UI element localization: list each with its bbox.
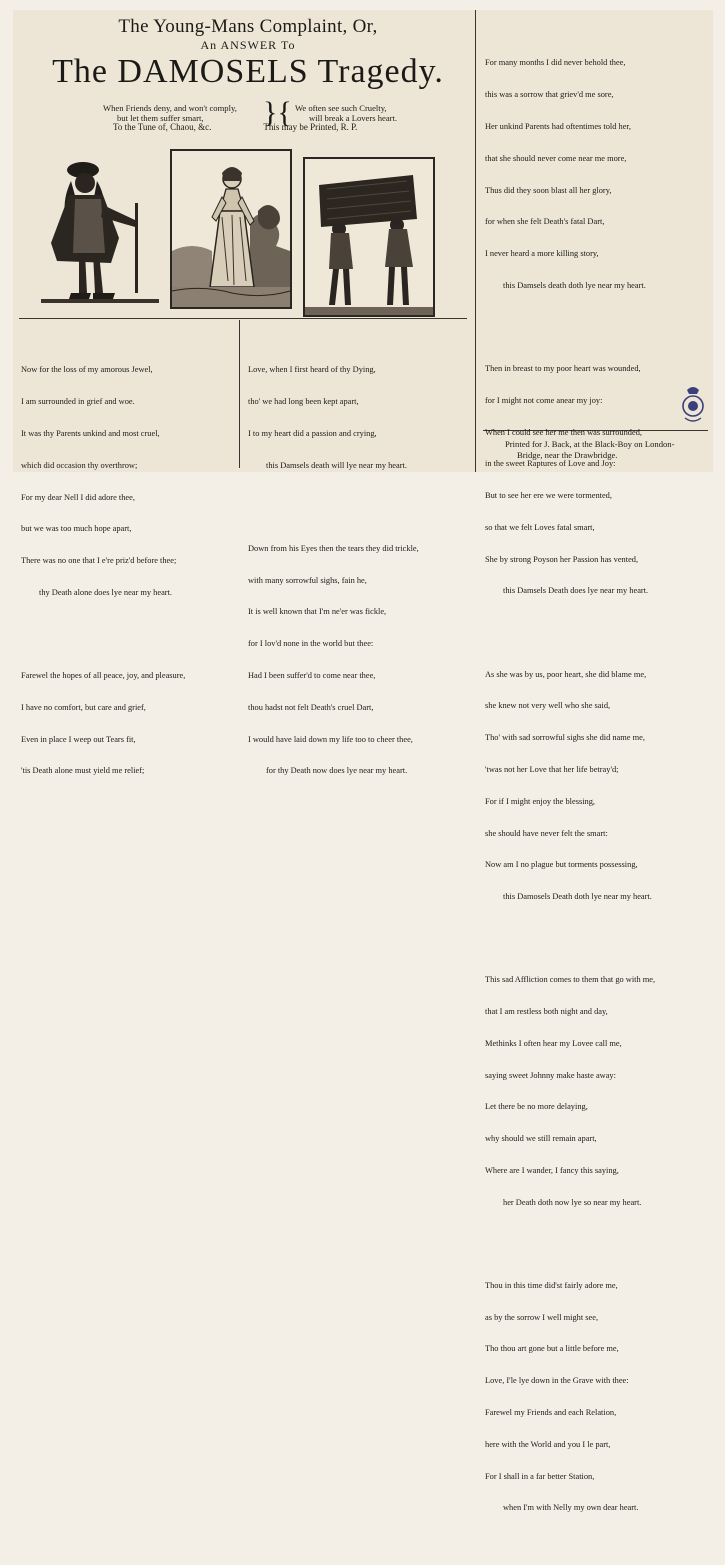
verse-line: Love, I'le lye down in the Grave with thee: bbox=[485, 1376, 629, 1386]
verse-line: saying sweet Johnny make haste away: bbox=[485, 1070, 616, 1080]
verse-line: with many sorrowful sighs, fain he, bbox=[248, 575, 367, 585]
verse-line: Let there be no more delaying, bbox=[485, 1102, 588, 1112]
verse-line: that I am restless both night and day, bbox=[485, 1007, 608, 1017]
horizontal-rule bbox=[19, 318, 467, 319]
verse-line: I never heard a more killing story, bbox=[485, 249, 599, 259]
verse-line: thy Death alone does lye near my heart. bbox=[39, 587, 173, 597]
stanza bbox=[21, 650, 185, 798]
verse-line: for I might not come anear my joy: bbox=[485, 395, 603, 405]
verse-line: as by the sorrow I well might see, bbox=[485, 1312, 599, 1322]
verse-column-3 bbox=[485, 16, 655, 1565]
title-line-2: An ANSWER To bbox=[200, 38, 296, 52]
stanza bbox=[21, 344, 185, 619]
verse-line: in the sweet Raptures of Love and Joy: bbox=[485, 459, 616, 469]
verse-line: she knew not very well who she said, bbox=[485, 701, 611, 711]
verse-line: Now for the loss of my amorous Jewel, bbox=[21, 365, 153, 375]
subtitle-right bbox=[295, 103, 465, 123]
verse-line: Down from his Eyes then the tears they did trickle, bbox=[248, 543, 419, 553]
verse-line: I am surrounded in grief and woe. bbox=[21, 397, 135, 407]
verse-line: this Damsels death doth lye near my heart. bbox=[503, 280, 646, 290]
verse-line: for I lov'd none in the world but thee: bbox=[248, 639, 374, 649]
verse-line: But to see her ere we were tormented, bbox=[485, 491, 612, 501]
verse-line: 'tis Death alone must yield me relief; bbox=[21, 766, 145, 776]
printer-imprint bbox=[483, 439, 674, 461]
library-stamp-icon bbox=[680, 384, 706, 424]
verse-line: tho' we had long been kept apart, bbox=[248, 397, 359, 407]
verse-line: this was a sorrow that griev'd me sore, bbox=[485, 90, 614, 100]
stanza bbox=[485, 954, 655, 1229]
verse-line: Had I been suffer'd to come near thee, bbox=[248, 671, 376, 680]
gentleman-woodcut bbox=[41, 143, 159, 303]
verse-line: she should have never felt the smart: bbox=[485, 828, 608, 838]
tune-line bbox=[113, 122, 463, 132]
verse-line: Methinks I often hear my Lovee call me, bbox=[485, 1038, 622, 1048]
verse-line: so that we felt Loves fatal smart, bbox=[485, 522, 595, 532]
coffin-bearers-woodcut bbox=[303, 157, 435, 317]
verse-column-1 bbox=[21, 323, 185, 828]
subtitle-left-line-1: When Friends deny, and won't comply, bbox=[103, 103, 237, 113]
verse-line: For my dear Nell I did adore thee, bbox=[21, 492, 135, 502]
verse-line: which did occasion thy overthrow; bbox=[21, 460, 138, 470]
verse-line: Then in breast to my poor heart was wounded, bbox=[485, 364, 641, 373]
verse-line: When I could see her me then was surrounded, bbox=[485, 427, 642, 437]
verse-line: Love, when I first heard of thy Dying, bbox=[248, 365, 376, 375]
brace-ornament: }{ bbox=[263, 96, 292, 129]
licence-text: This may be Printed, R. P. bbox=[263, 122, 358, 132]
verse-line: for thy Death now does lye near my heart. bbox=[266, 766, 408, 776]
printer-line: Printed for J. Back, at the Black-Boy on London- bbox=[505, 439, 675, 449]
stanza bbox=[485, 343, 655, 618]
subtitle-right-line-1: We often see such Cruelty, bbox=[295, 103, 387, 113]
verse-line: Farewel my Friends and each Relation, bbox=[485, 1408, 617, 1417]
lady-figure-icon bbox=[172, 151, 290, 307]
verse-line: Farewel the hopes of all peace, joy, and pleasure, bbox=[21, 671, 186, 680]
stanza bbox=[485, 648, 655, 923]
verse-line: here with the World and you I le part, bbox=[485, 1439, 611, 1449]
verse-line: but we was too much hope apart, bbox=[21, 524, 132, 534]
verse-line: This sad Affliction comes to them that go with me, bbox=[485, 975, 656, 985]
verse-line: For I shall in a far better Station, bbox=[485, 1471, 595, 1481]
verse-line: Even in place I weep out Tears fit, bbox=[21, 734, 136, 744]
verse-line: this Damosels Death doth lye near my heart. bbox=[503, 892, 652, 902]
verse-line: I have no comfort, but care and grief, bbox=[21, 702, 146, 712]
title-line-3: The DAMOSELS Tragedy. bbox=[52, 53, 444, 90]
verse-line: her Death doth now lye so near my heart. bbox=[503, 1197, 642, 1207]
verse-line: this Damsels death will lye near my heart. bbox=[266, 460, 407, 470]
subtitle-left bbox=[103, 103, 263, 123]
verse-line: this Damsels Death does lye near my heart. bbox=[503, 586, 649, 596]
broadside-sheet bbox=[13, 10, 713, 1513]
verse-line: Thou in this time did'st fairly adore me, bbox=[485, 1280, 618, 1290]
title-line-1: The Young-Mans Complaint, Or, bbox=[118, 16, 378, 37]
verse-line: It is well known that I'm ne'er was fickle, bbox=[248, 607, 387, 617]
verse-line: 'twas not her Love that her life betray'd; bbox=[485, 764, 619, 774]
verse-line: Tho' with sad sorrowful sighs she did name me, bbox=[485, 733, 645, 743]
tune-text: To the Tune of, Chaou, &c. bbox=[113, 122, 212, 132]
column-divider-2 bbox=[475, 10, 476, 472]
verse-line: For if I might enjoy the blessing, bbox=[485, 796, 596, 806]
stanza bbox=[485, 37, 655, 312]
verse-line: I to my heart did a passion and crying, bbox=[248, 428, 377, 438]
verse-line: I would have laid down my life too to cheer thee, bbox=[248, 734, 413, 744]
printer-line: Bridge, near the Drawbridge. bbox=[517, 450, 618, 460]
verse-line: for when she felt Death's fatal Dart, bbox=[485, 217, 605, 227]
verse-line: that she should never come near me more, bbox=[485, 153, 627, 163]
verse-line: She by strong Poyson her Passion has vented, bbox=[485, 554, 639, 564]
stanza bbox=[485, 1260, 655, 1535]
subtitle-left-line-2: but let them suffer smart, bbox=[117, 113, 204, 124]
verse-column-2 bbox=[248, 323, 419, 828]
verse-line: Her unkind Parents had oftentimes told her, bbox=[485, 121, 631, 131]
verse-line: why should we still remain apart, bbox=[485, 1134, 597, 1144]
verse-line: There was no one that I e're priz'd before thee; bbox=[21, 556, 177, 566]
verse-line: Now am I no plague but torments possessing, bbox=[485, 860, 638, 870]
verse-line: Where are I wander, I fancy this saying, bbox=[485, 1165, 619, 1175]
verse-line: As she was by us, poor heart, she did blame me, bbox=[485, 669, 647, 679]
verse-line: For many months I did never behold thee, bbox=[485, 58, 626, 68]
coffin-bearers-icon bbox=[305, 159, 433, 315]
verse-line: It was thy Parents unkind and most cruel, bbox=[21, 428, 160, 438]
verse-line: Tho thou art gone but a little before me, bbox=[485, 1344, 619, 1354]
subtitle-right-line-2: will break a Lovers heart. bbox=[309, 113, 398, 124]
stanza bbox=[248, 344, 419, 492]
gentleman-figure-icon bbox=[41, 143, 159, 303]
verse-line: thou hadst not felt Death's cruel Dart, bbox=[248, 702, 374, 712]
verse-line: when I'm with Nelly my own dear heart. bbox=[503, 1503, 639, 1513]
lady-woodcut bbox=[170, 149, 292, 309]
verse-line: Thus did they soon blast all her glory, bbox=[485, 185, 612, 195]
column-divider-1 bbox=[239, 320, 240, 468]
stanza bbox=[248, 523, 419, 798]
